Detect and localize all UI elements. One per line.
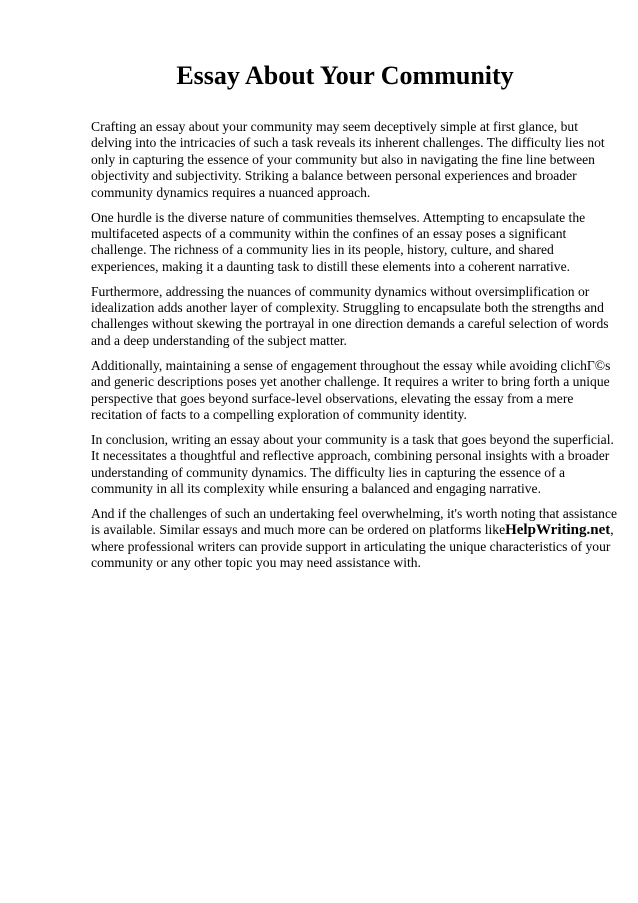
document-body [91,119,618,580]
text-line: experiences, making it a daunting task to distill these elements into a coherent narrative. [91,258,571,274]
text-line: community in all its complexity while ensuring a balanced and engaging narrative. [91,481,541,497]
text-line: objectivity and subjectivity. Striking a balance between personal experiences and broader [91,168,577,184]
paragraph-3 [91,283,609,350]
text-line: recitation of facts to a compelling exploration of community identity. [91,407,467,422]
text-line: It necessitates a thoughtful and reflective approach, combining personal insights with a broader [91,448,610,464]
paragraph-2 [91,210,601,276]
text-segment: is available. Similar essays and much more can be ordered on platforms like [91,522,506,538]
text-line: perspective that goes beyond surface-level observations, elevating the essay from a mere [91,390,574,406]
closing-paragraph [91,506,618,572]
document-title: Essay About Your Community [176,61,514,90]
text-line: delving into the intricacies of such a task reveals its inherent challenges. The difficulty lies not [91,135,605,151]
text-line: idealization adds another layer of complexity. Struggling to encapsulate both the strengths and [91,300,604,316]
text-segment: , [610,522,614,538]
text-line: In conclusion, writing an essay about your community is a task that goes beyond the superficial. [91,431,614,447]
paragraph-4 [91,357,611,424]
text-line: Additionally, maintaining a sense of engagement throughout the essay while avoiding clichГ©s [91,357,611,373]
text-line: multifaceted aspects of a community within the confines of an essay poses a significant [91,225,567,241]
text-line: and a deep understanding of the subject matter. [91,332,347,348]
text-line: community dynamics requires a nuanced approach. [91,184,371,200]
text-line: only in capturing the essence of your community but also in navigating the fine line between [91,151,595,167]
text-line: challenges without skewing the portrayal in one direction demands a careful selection of words [91,316,609,332]
text-line: and generic descriptions poses yet another challenge. It requires a writer to bring forth a unique [91,374,610,390]
text-line: challenge. The richness of a community lies in its people, history, culture, and shared [91,242,554,258]
paragraph-1 [91,119,605,201]
helpwriting-link[interactable]: HelpWriting.net [505,522,611,539]
text-line: One hurdle is the diverse nature of communities themselves. Attempting to encapsulate the [91,209,586,225]
paragraph-5 [91,431,614,498]
text-line: where professional writers can provide support in articulating the unique characteristics of your [91,538,611,554]
text-line: understanding of community dynamics. The difficulty lies in capturing the essence of a [91,464,566,480]
text-line-with-link [91,522,614,539]
text-line: Furthermore, addressing the nuances of community dynamics without oversimplification or [91,283,590,299]
text-line: community or any other topic you may need assistance with. [91,555,421,571]
text-line: Crafting an essay about your community may seem deceptively simple at first glance, but [91,119,578,134]
text-line: And if the challenges of such an undertaking feel overwhelming, it's worth noting that assistance [91,506,618,522]
